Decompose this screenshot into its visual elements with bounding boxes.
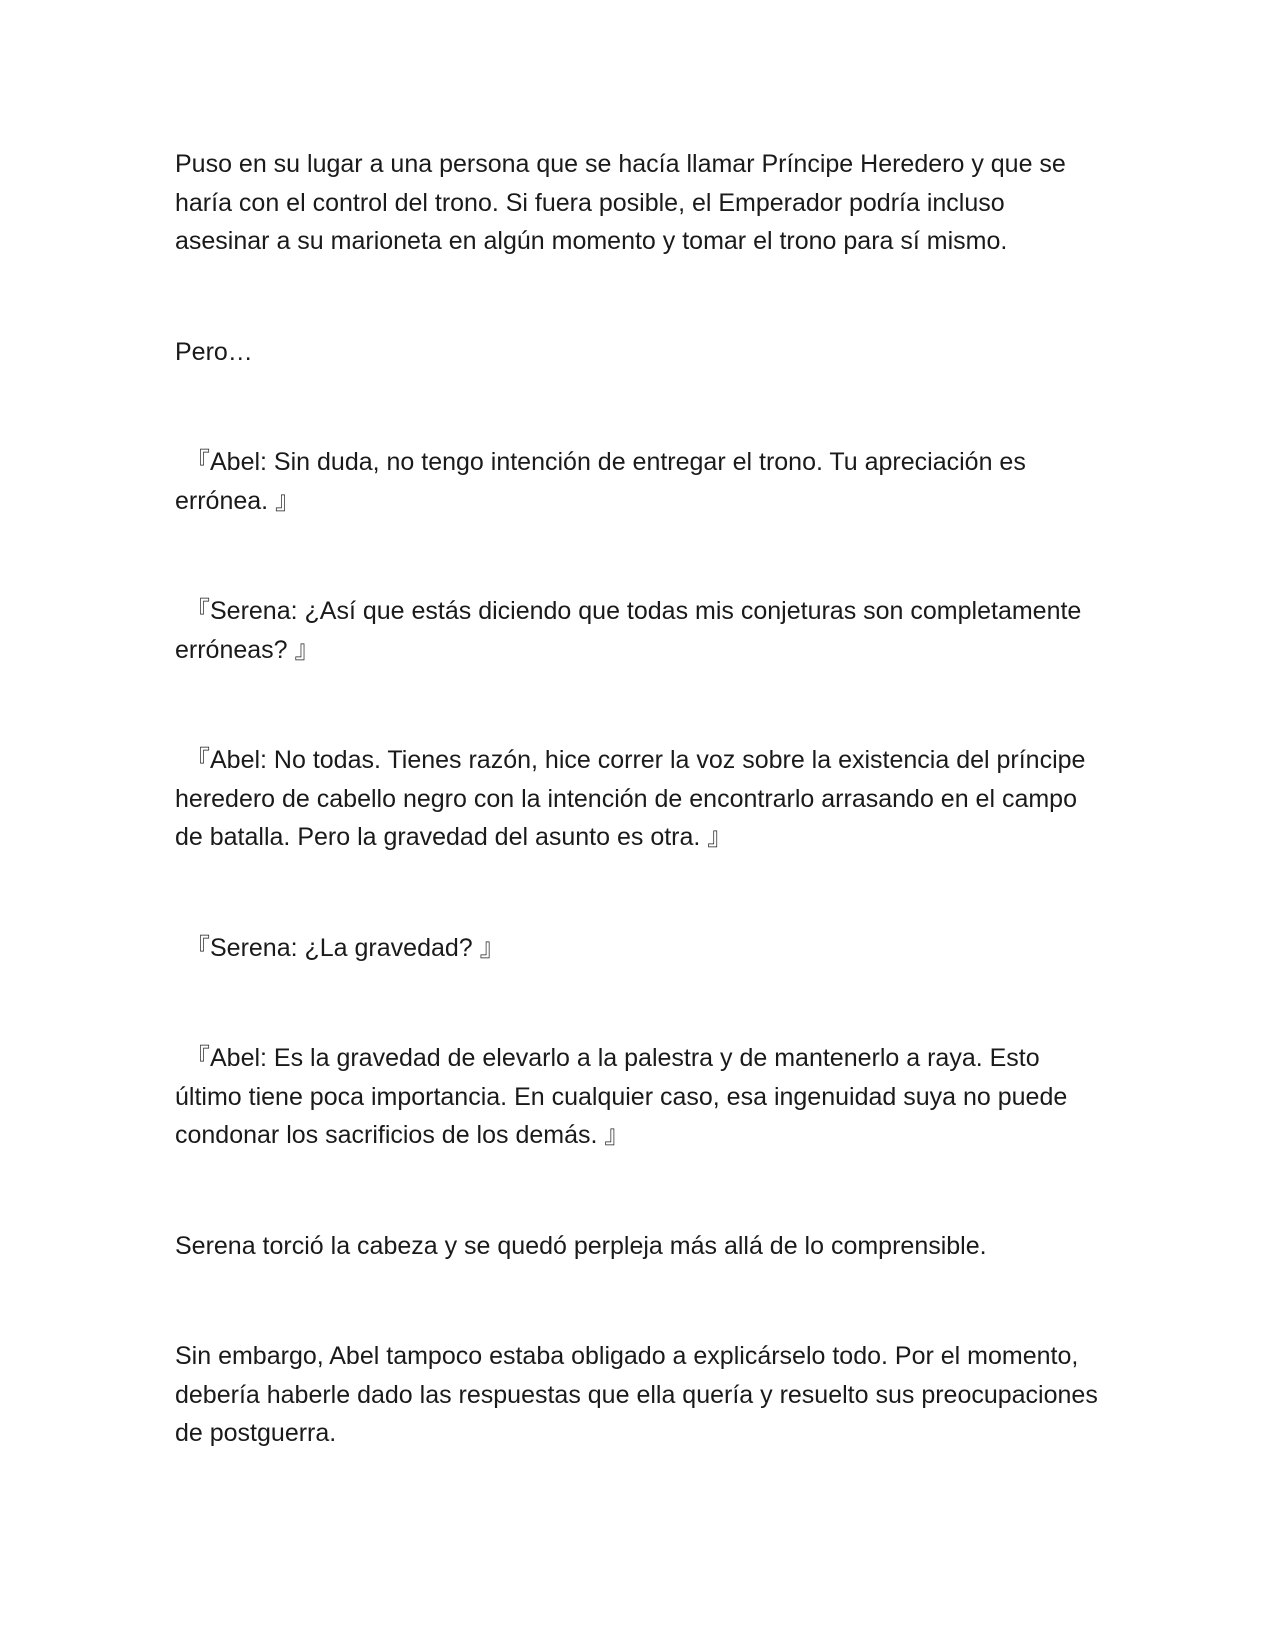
narration-paragraph: Pero…: [175, 337, 253, 366]
dialogue-serena: 『Serena: ¿La gravedad? 』: [185, 933, 505, 962]
paragraph-gap: [175, 261, 1105, 333]
narration-paragraph: Puso en su lugar a una persona que se hacía llamar Príncipe Heredero y que se haría con el control del trono. Si fuera posible, el Emperador podría incluso asesinar a su marioneta en algún momento y tomar el trono para sí mismo.: [175, 150, 1066, 255]
paragraph-gap: [175, 1265, 1105, 1337]
dialogue-abel: 『Abel: Es la gravedad de elevarlo a la palestra y de mantenerlo a raya. Esto último tiene poca importancia. En cualquier caso, esa ingenuidad suya no puede condonar los sacrificios de los demás. 』: [175, 1044, 1068, 1149]
dialogue-abel: 『Abel: Sin duda, no tengo intención de entregar el trono. Tu apreciación es errónea. 』: [175, 448, 1026, 515]
paragraph-gap: [175, 371, 1105, 443]
narration-paragraph: Serena torció la cabeza y se quedó perpleja más allá de lo comprensible.: [175, 1231, 987, 1260]
paragraph-gap: [175, 857, 1105, 929]
paragraph-gap: [175, 669, 1105, 741]
paragraph-gap: [175, 1155, 1105, 1227]
paragraph-gap: [175, 520, 1105, 592]
dialogue-serena: 『Serena: ¿Así que estás diciendo que todas mis conjeturas son completamente erróneas? 』: [175, 597, 1082, 664]
document-body: [175, 145, 1105, 1453]
paragraph-gap: [175, 967, 1105, 1039]
dialogue-abel: 『Abel: No todas. Tienes razón, hice correr la voz sobre la existencia del príncipe heredero de cabello negro con la intención de encontrarlo arrasando en el campo de batalla. Pero la gravedad del asunto es otra. 』: [175, 746, 1086, 851]
narration-paragraph: Sin embargo, Abel tampoco estaba obligado a explicárselo todo. Por el momento, debería haberle dado las respuestas que ella quería y resuelto sus preocupaciones de postguerra.: [175, 1342, 1098, 1447]
